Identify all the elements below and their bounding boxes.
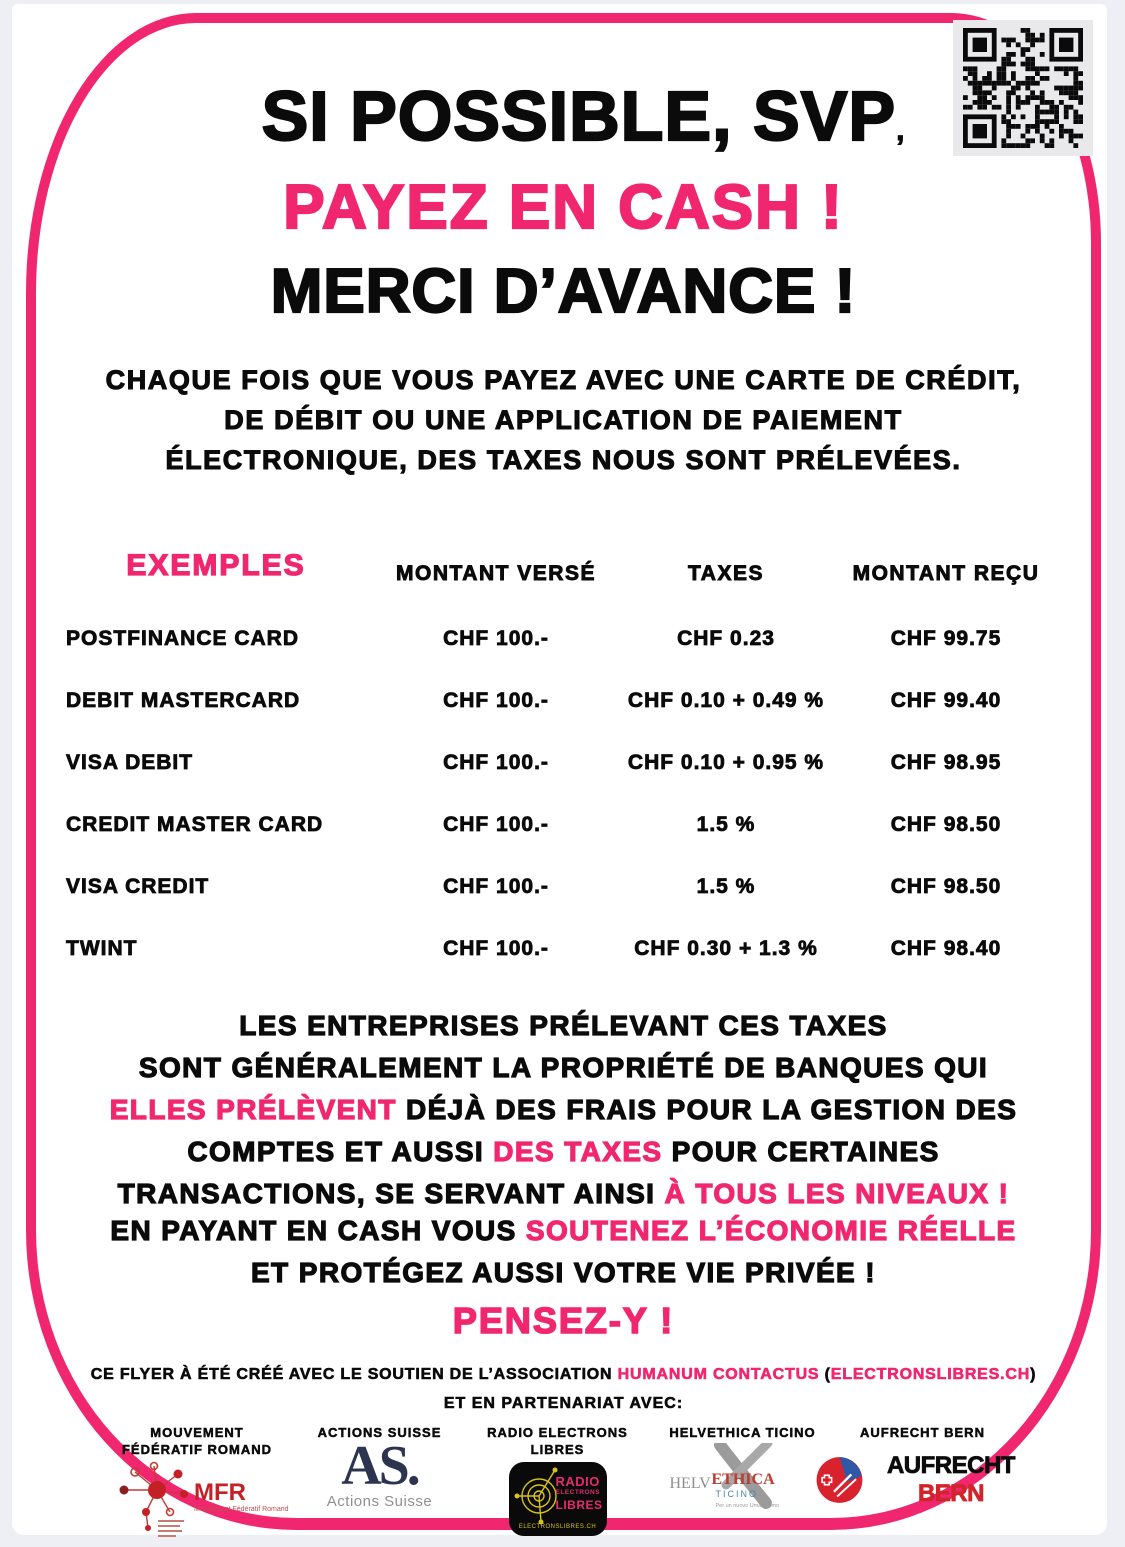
table-row [66, 608, 1066, 670]
actions-suisse-logo-text: AS. [341, 1435, 418, 1497]
mfr-logo-subtext: Mouvement Fédératif Romand [194, 1506, 289, 1513]
cell-amount-received: CHF 98.40 [890, 937, 1002, 960]
credit-line [26, 1366, 1101, 1384]
cell-amount-received: CHF 98.95 [890, 751, 1002, 774]
banks-line-4-b: POUR CERTAINES [662, 1136, 940, 1167]
banks-line-4 [26, 1131, 1101, 1173]
column-header-paid: MONTANT VERSÉ [396, 562, 596, 585]
table-row [66, 918, 1066, 980]
cell-taxes: 1.5 % [696, 875, 756, 898]
banks-line-5-a: TRANSACTIONS, SE SERVANT AINSI [117, 1178, 665, 1209]
table-row [66, 670, 1066, 732]
intro-paragraph [26, 360, 1101, 480]
banks-line-2: SONT GÉNÉRALEMENT LA PROPRIÉTÉ DE BANQUES QUI [138, 1052, 989, 1083]
aufrecht-text-bern: BERN [917, 1480, 984, 1507]
cell-payment-method: POSTFINANCE CARD [66, 627, 300, 650]
partner-helvethica-label: HELVETHICA TICINO [669, 1425, 816, 1440]
helvethica-tagline: Per un nuovo Umanesimo [715, 1503, 780, 1509]
cell-amount-paid: CHF 100.- [443, 751, 549, 774]
radio-logo-url: ELECTRONSLIBRES.CH [518, 1524, 597, 1530]
reminder-text: PENSEZ-Y ! [452, 1300, 675, 1341]
cell-amount-paid: CHF 100.- [443, 875, 549, 898]
title-suffix-mark: , [896, 114, 906, 147]
banks-line-1: LES ENTREPRISES PRÉLEVANT CES TAXES [239, 1010, 888, 1041]
cell-payment-method: VISA DEBIT [66, 751, 194, 774]
intro-line-3: ÉLECTRONIQUE, DES TAXES NOUS SONT PRÉLEVÉES. [165, 445, 962, 475]
aufrecht-logo-text [872, 1452, 1030, 1508]
partner-radio-label: RADIO ELECTRONS LIBRES [487, 1425, 628, 1457]
website-link[interactable]: ELECTRONSLIBRES.CH [830, 1366, 1031, 1383]
cell-amount-paid: CHF 100.- [443, 937, 549, 960]
cell-payment-method: CREDIT MASTER CARD [66, 813, 324, 836]
partner-actions-suisse-label: ACTIONS SUISSE [317, 1425, 442, 1440]
banks-line-4-a: COMPTES ET AUSSI [187, 1136, 494, 1167]
cash-paragraph [26, 1210, 1101, 1294]
mfr-network-icon [102, 1460, 292, 1542]
partner-aufrecht-bern [815, 1424, 1030, 1511]
helvethica-logo [668, 1443, 818, 1509]
intro-line-2: DE DÉBIT OU UNE APPLICATION DE PAIEMENT [224, 405, 903, 435]
partner-actions-suisse [292, 1424, 467, 1510]
partnership-line: ET EN PARTENARIAT AVEC: [443, 1395, 684, 1412]
partner-aufrecht-label: AUFRECHT BERN [860, 1425, 985, 1440]
partner-mfr-label [97, 1424, 297, 1458]
cell-taxes: 1.5 % [696, 813, 756, 836]
mfr-logo-text: MFR [194, 1479, 246, 1506]
atom-icon [511, 1466, 561, 1526]
radio-logo-text-radio: RADIO [555, 1474, 600, 1489]
banks-line-5 [26, 1173, 1101, 1215]
cell-payment-method: TWINT [66, 937, 138, 960]
cell-amount-received: CHF 98.50 [890, 875, 1002, 898]
cell-taxes: CHF 0.10 + 0.95 % [627, 751, 825, 774]
association-name: HUMANUM CONTACTUS [617, 1366, 820, 1383]
credit-text: CE FLYER À ÉTÉ CRÉÉ AVEC LE SOUTIEN DE L’ASSOCIATION [90, 1366, 618, 1383]
banks-line-3 [26, 1089, 1101, 1131]
aufrecht-text-aufrecht: AUFRECHT [886, 1452, 1015, 1479]
partner-mfr-label-2: FÉDÉRATIF ROMAND [121, 1442, 273, 1457]
intro-line-1: CHAQUE FOIS QUE VOUS PAYEZ AVEC UNE CARTE DE CRÉDIT, [105, 365, 1022, 395]
table-row [66, 794, 1066, 856]
partner-mfr-label-1: MOUVEMENT [150, 1425, 244, 1440]
fees-table-header [66, 546, 1066, 586]
credit-paren-open: ( [819, 1366, 831, 1383]
cell-taxes: CHF 0.30 + 1.3 % [634, 937, 818, 960]
highlight-economie-reelle: SOUTENEZ L’ÉCONOMIE RÉELLE [525, 1215, 1017, 1246]
helvethica-text-ethica: ETHICA [711, 1471, 775, 1488]
title-line-1-text: SI POSSIBLE, SVP [261, 77, 897, 155]
column-header-received: MONTANT REÇU [852, 562, 1040, 585]
highlight-des-taxes: DES TAXES [493, 1136, 663, 1167]
table-row [66, 732, 1066, 794]
highlight-elles-prelevent: ELLES PRÉLÈVENT [109, 1094, 397, 1125]
actions-suisse-logo-subtext: Actions Suisse [326, 1493, 433, 1510]
partner-radio-electrons-libres [470, 1424, 645, 1536]
mfr-logo [97, 1460, 297, 1547]
highlight-tous-les-niveaux: À TOUS LES NIVEAUX ! [664, 1178, 1010, 1209]
partner-mfr [97, 1424, 297, 1547]
aufrecht-bern-logo [815, 1449, 1030, 1511]
radio-logo-text-libres: LIBRES [555, 1498, 603, 1512]
cell-amount-paid: CHF 100.- [443, 689, 549, 712]
fees-table-rows [66, 608, 1066, 980]
cell-payment-method: VISA CREDIT [66, 875, 210, 898]
cell-taxes: CHF 0.23 [677, 627, 775, 650]
fees-table [66, 546, 1066, 980]
title-line-1 [26, 76, 1101, 156]
radio-logo-text-electrons: ELECTRONS [555, 1489, 601, 1496]
cell-amount-paid: CHF 100.- [443, 627, 549, 650]
cash-line-2: ET PROTÉGEZ AUSSI VOTRE VIE PRIVÉE ! [250, 1257, 876, 1288]
helvethica-text-helv: HELV [669, 1475, 711, 1492]
title-line-3: MERCI D’AVANCE ! [270, 257, 857, 326]
partner-helvethica [655, 1424, 830, 1509]
radio-electrons-libres-logo [509, 1462, 607, 1536]
banks-paragraph [26, 1005, 1101, 1215]
cash-line-1-a: EN PAYANT EN CASH VOUS [110, 1215, 526, 1246]
title-line-2: PAYEZ EN CASH ! [283, 173, 844, 242]
cell-amount-received: CHF 98.50 [890, 813, 1002, 836]
table-row [66, 856, 1066, 918]
aufrecht-emblem-icon [815, 1449, 864, 1511]
cell-payment-method: DEBIT MASTERCARD [66, 689, 301, 712]
column-header-taxes: TAXES [688, 562, 764, 585]
column-header-examples: EXEMPLES [126, 549, 306, 582]
helvethica-text-ticino: TICINO [715, 1489, 758, 1499]
banks-line-3-rest: DÉJÀ DES FRAIS POUR LA GESTION DES [396, 1094, 1018, 1125]
cell-amount-received: CHF 99.40 [890, 689, 1002, 712]
cell-amount-received: CHF 99.75 [890, 627, 1002, 650]
cell-amount-paid: CHF 100.- [443, 813, 549, 836]
cash-line-1 [26, 1210, 1101, 1252]
credit-paren-close: ) [1030, 1366, 1037, 1383]
cell-taxes: CHF 0.10 + 0.49 % [627, 689, 825, 712]
